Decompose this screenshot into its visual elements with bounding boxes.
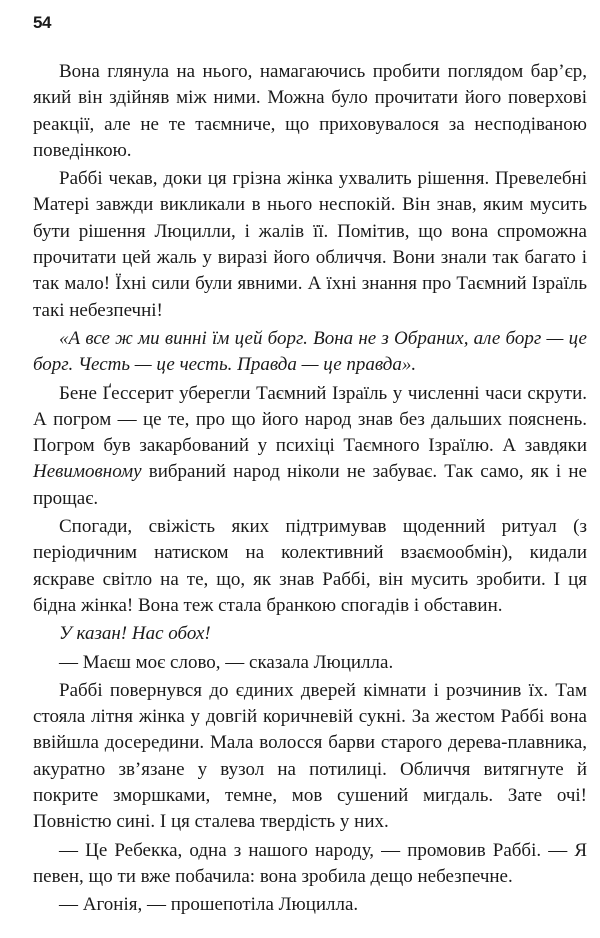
paragraph-10-dialogue [33,892,587,918]
paragraph-7-dialogue [33,650,587,676]
page-number: 54 [33,13,51,32]
paragraph-5 [33,514,587,619]
paragraph-4-text-b: вибраний народ ніколи не забуває. Так само, як і не прощає. [33,461,587,509]
paragraph-7-text: — Маєш моє слово, — сказала Люцилла. [59,651,394,673]
paragraph-3-italic-thought [33,326,587,379]
paragraph-4-text-a: Бене Ґессерит уберегли Таємний Ізраїль у численні часи скрути. А погром — це те, про що його народ знав без дальших пояснень. Погром був закарбований у психіці Таємного Ізраїлю. А завдяки [33,382,587,457]
paragraph-10-text: — Агонія, — прошепотіла Люцилла. [59,894,359,916]
text-body [33,59,587,921]
paragraph-9-dialogue [33,838,587,891]
paragraph-6-text: У казан! Нас обох! [59,623,211,645]
paragraph-8-text: Раббі повернувся до єдиних дверей кімнати і розчинив їх. Там стояла літня жінка у довгій коричневій сукні. За жестом Раббі вона ввійшла досередини. Мала волосся барви старого дерева-плавника, акуратно зв’язане у вузол на потилиці. Обличчя витягнуте й покрите зморшками, темне, мов сушений мигдаль. Зате очі! Повністю сині. І ця сталева твердість у них. [33,679,587,833]
paragraph-1 [33,59,587,164]
paragraph-3-text: «А все ж ми винні їм цей борг. Вона не з Обраних, але борг — це борг. Честь — це честь. Правда — це правда». [33,327,587,376]
paragraph-4-emphasis: Невимовному [33,461,142,483]
paragraph-4 [33,381,587,512]
paragraph-1-text: Вона глянула на нього, намагаючись пробити поглядом бар’єр, який він здійняв між ними. Можна було прочитати його поверхові реакції, але не те таємниче, що приховувалося за несподіваною поведінкою. [33,61,587,161]
paragraph-8 [33,678,587,836]
paragraph-5-text: Спогади, свіжість яких підтримував щоденний ритуал (з періодичним натиском на колективний взаємообмін), кидали яскраве світло на те, що, як знав Раббі, він мусить зробити. І ця бідна жінка! Вона теж стала бранкою спогадів і обставин. [33,516,587,616]
paragraph-2 [33,166,587,324]
paragraph-2-text: Раббі чекав, доки ця грізна жінка ухвалить рішення. Превелебні Матері завжди викликали в нього неспокій. Він знав, яким мусить бути рішення Люцилли, і жалів її. Помітив, що вона спроможна прочитати цей жаль у виразі його обличчя. Вони знали так багато і так мало! Їхні сили були явними. А їхні знання про Таємний Ізраїль такі небезпечні! [33,168,587,321]
paragraph-9-text: — Це Ребекка, одна з нашого народу, — промовив Раббі. — Я певен, що ти вже побачила: вона зробила дещо небезпечне. [33,839,587,887]
paragraph-6-italic-thought [33,621,587,647]
